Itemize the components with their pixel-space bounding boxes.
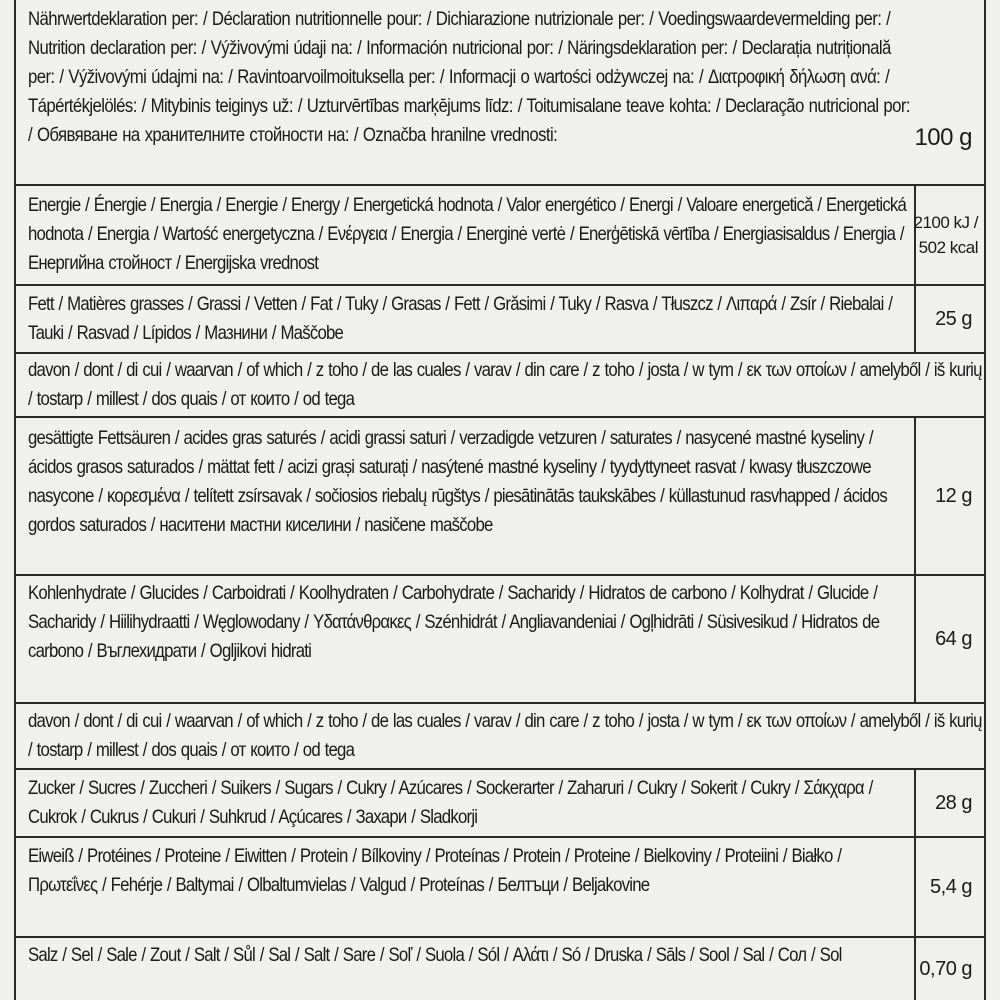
salt-label: Salz / Sel / Sale / Zout / Salt / Sůl / Sal / Salt / Sare / Soľ / Suola / Sól / Αλάτι / Só / Druska / Sāls / Sool / Sal / Сол / Sol bbox=[28, 944, 842, 966]
fat-label: Fett / Matières grasses / Grassi / Vetten / Fat / Tuky / Grasas / Fett / Grăsimi / Tuky / Rasva / Tłuszcz / Λιπαρά / Zsír / Riebalai / Tauki / Rasvad / Lípidos / Мазнини / Maščobe bbox=[28, 293, 893, 344]
fat-row bbox=[14, 286, 986, 354]
of-which-label: davon / dont / di cui / waarvan / of which / z toho / de las cuales / varav / din care / z toho / josta / w tym / εκ των οποίων / amelyből / iš kurių / tostarp / millest / dos quais / от които / od tega bbox=[28, 359, 982, 410]
carbohydrate-value: 64 g bbox=[914, 576, 986, 702]
nutrition-label bbox=[14, 0, 986, 1000]
declaration-text: Nährwertdeklaration per: / Déclaration nutritionnelle pour: / Dichiarazione nutrizionale per: / Voedingswaardevermelding per: / Nutrition declaration per: / Výživovými údaji na: / Información nutricional por: / Näringsdeklaration per: / Declarația nutrițională per: / Výživovými údajmi na: / Ravintoarvoilmoituksella per: / Informacji o wartości odżywczej na: / Διατροφική δήλωση ανά: / Tápértékjelölés: / Mitybinis teiginys už: / Uzturvērtības marķējums līdz: / Toitumisalane teave kohta: / Declaração nutricional por: / Обявяване на хранителните стойности на: / Označba hranilne vrednosti: bbox=[28, 8, 910, 146]
sugars-row bbox=[14, 770, 986, 838]
carbohydrate-row bbox=[14, 576, 986, 704]
saturates-row bbox=[14, 418, 986, 576]
protein-value: 5,4 g bbox=[914, 838, 986, 936]
saturates-value: 12 g bbox=[914, 418, 986, 574]
sugars-value: 28 g bbox=[914, 770, 986, 836]
of-which-label: davon / dont / di cui / waarvan / of which / z toho / de las cuales / varav / din care / z toho / josta / w tym / εκ των οποίων / amelyből / iš kurių / tostarp / millest / dos quais / от които / od tega bbox=[28, 710, 982, 761]
reference-quantity: 100 g bbox=[914, 124, 972, 151]
header-row bbox=[14, 0, 986, 186]
protein-row bbox=[14, 838, 986, 938]
energy-row bbox=[14, 186, 986, 286]
energy-kj: 2100 kJ / bbox=[913, 213, 978, 232]
energy-value bbox=[914, 186, 986, 284]
of-which-row-fat bbox=[14, 354, 986, 418]
fat-value: 25 g bbox=[914, 286, 986, 352]
protein-label: Eiweiß / Protéines / Proteine / Eiwitten / Protein / Bílkoviny / Proteínas / Protein / Proteine / Bielkoviny / Proteiini / Białko / Πρωτεΐνες / Fehérje / Baltymai / Olbaltumvielas / Valgud / Proteínas / Белтъци / Beljakovine bbox=[28, 845, 842, 896]
carbohydrate-label: Kohlenhydrate / Glucides / Carboidrati / Koolhydraten / Carbohydrate / Sacharidy / Hidratos de carbono / Kolhydrat / Glucide / Sacharidy / Hiilihydraatti / Węglowodany / Υδατάνθρακες / Szénhidrát / Angliavandeniai / Ogļhidrāti / Süsivesikud / Hidratos de carbono / Въглехидрати / Ogljikovi hidrati bbox=[28, 582, 880, 662]
salt-value: 0,70 g bbox=[914, 938, 986, 1000]
energy-kcal: 502 kcal bbox=[918, 238, 978, 257]
salt-row bbox=[14, 938, 986, 1000]
sugars-label: Zucker / Sucres / Zuccheri / Suikers / Sugars / Cukry / Azúcares / Sockerarter / Zaharuri / Cukry / Sokerit / Cukry / Σάκχαρα / Cukrok / Cukrus / Cukuri / Suhkrud / Açúcares / Захари / Sladkorji bbox=[28, 777, 873, 828]
of-which-row-carbs bbox=[14, 704, 986, 770]
energy-label: Energie / Énergie / Energia / Energie / Energy / Energetická hodnota / Valor energético / Energi / Valoare energetică / Energetická hodnota / Energia / Wartość energetyczna / Ενέργεια / Energia / Energinė vertė / Enerģētiskā vērtība / Energiasisaldus / Energia / Енергийна стойност / Energijska vrednost bbox=[28, 194, 907, 274]
saturates-label: gesättigte Fettsäuren / acides gras saturés / acidi grassi saturi / verzadigde vetzuren / saturates / nasycené mastné kyseliny / ácidos grasos saturados / mättat fett / acizi grași saturați / nasýtené mastné kyseliny / tyydyttyneet rasvat / kwasy tłuszczowe nasycone / κορεσμένα / telített zsírsavak / sočiosios riebalų rūgštys / piesātinātās taukskābes / küllastunud rasvhapped / ácidos gordos saturados / наситени мастни киселини / nasičene maščobe bbox=[28, 427, 887, 536]
